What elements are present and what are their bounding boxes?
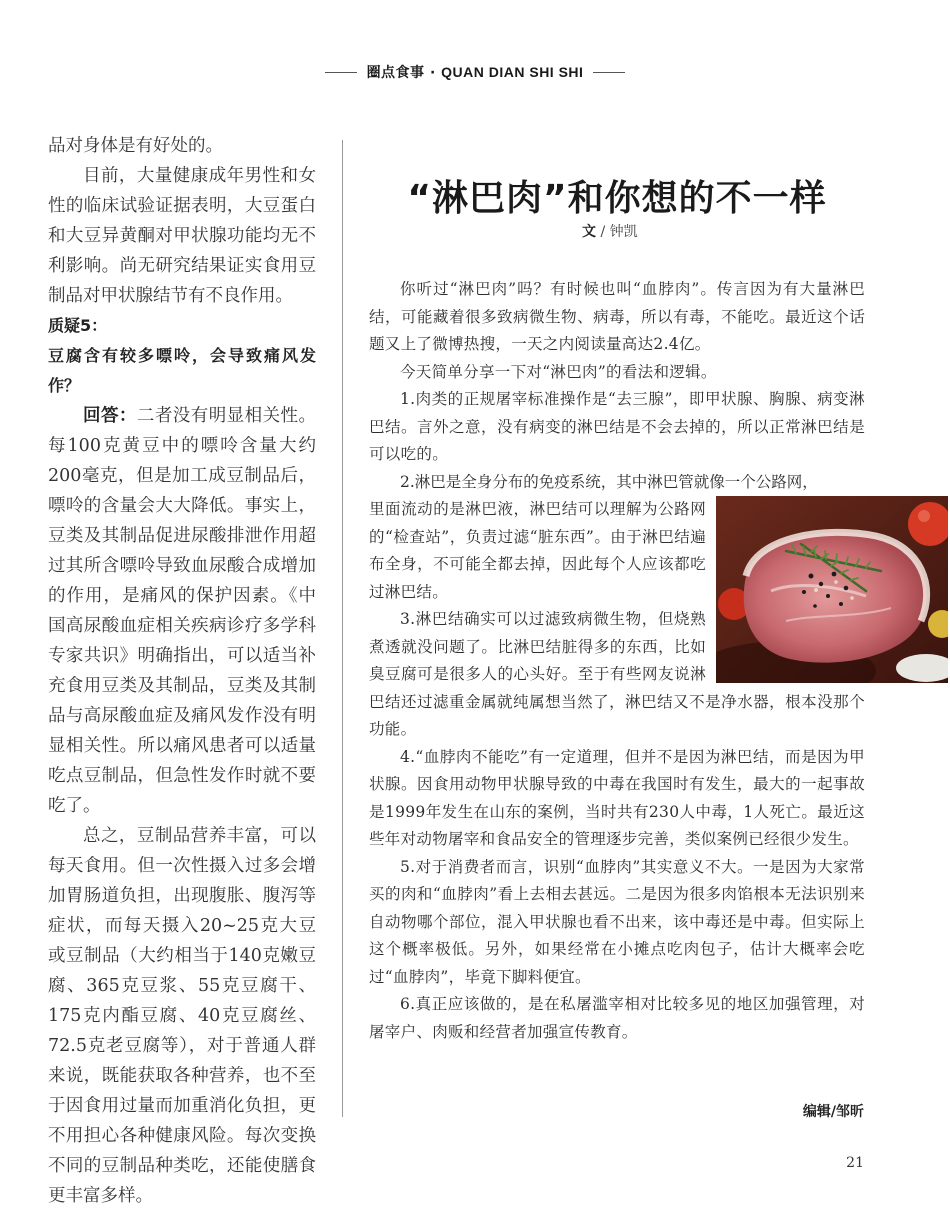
column-divider bbox=[342, 140, 343, 1117]
answer-text: 二者没有明显相关性。每100克黄豆中的嘌呤含量大约200毫克，但是加工成豆制品后，嘌呤的含量会大大降低。事实上，豆类及其制品促进尿酸排泄作用超过其所含嘌呤导致血尿酸合成增加的作用，是痛风的保护因素。《中国高尿酸血症相关疾病诊疗多学科专家共识》明确指出，可以适当补充食用豆类及其制品，豆类及其制品与高尿酸血症及痛风发作没有明显相关性。所以痛风患者可以适量吃点豆制品，但急性发作时就不要吃了。 bbox=[48, 406, 316, 816]
summary-paragraph: 总之，豆制品营养丰富，可以每天食用。但一次性摄入过多会增加胃肠道负担，出现腹胀、腹泻等症状，而每天摄入20~25克大豆或豆制品（大约相当于140克嫩豆腐、365克豆浆、55克豆腐干、175克内酯豆腐、40克豆腐丝、72.5克老豆腐等），对于普通人群来说，既能获取各种营养，也不至于因食用过量而加重消化负担，更不用担心各种健康风险。每次变换不同的豆制品种类吃，还能使膳食更丰富多样。 bbox=[48, 826, 316, 1206]
article-paragraph: 5.对于消费者而言，识别“血脖肉”其实意义不大。一是因为大家常买的肉和“血脖肉”看上去相去甚远。二是因为很多肉馅根本无法识别来自动物哪个部位，混入甲状腺也看不出来，该中毒还是中毒。但实际上这个概率极低。另外，如果经常在小摊点吃肉包子，估计大概率会吃过“血脖肉”，毕竟下脚料便宜。 bbox=[369, 857, 865, 986]
byline-author: / 钟凯 bbox=[600, 224, 638, 240]
answer-label: 回答： bbox=[83, 406, 137, 426]
raw-meat-photo bbox=[716, 496, 948, 683]
left-column bbox=[48, 131, 316, 1211]
article-paragraph: 2.淋巴是全身分布的免疫系统，其中淋巴管就像一个公路网， bbox=[400, 472, 818, 491]
left-paragraph: 品对身体是有好处的。 bbox=[48, 136, 223, 156]
answer-paragraph bbox=[48, 401, 316, 821]
column-title-separator: · bbox=[429, 65, 436, 81]
meat-photo-frame bbox=[716, 496, 948, 683]
question-label: 质疑5： bbox=[48, 316, 108, 335]
left-paragraph: 目前，大量健康成年男性和女性的临床试验证据表明，大豆蛋白和大豆异黄酮对甲状腺功能均无不利影响。尚无研究结果证实食用豆制品对甲状腺结节有不良作用。 bbox=[48, 166, 316, 306]
article-paragraph: 3.淋巴结确实可以过滤致病微生物，但烧熟煮透就没问题了。比淋巴结脏得多的东西，比如臭豆腐可是很多人的心头好。至于有些网友说淋巴结还过滤重金属就纯属想当然了，淋巴结又不是净水器，根本没那个功能。 bbox=[369, 610, 865, 738]
page-number: 21 bbox=[846, 1155, 864, 1171]
header-rule-right bbox=[593, 72, 625, 73]
article-paragraph: 4.“血脖肉不能吃”有一定道理，但并不是因为淋巴结，而是因为甲状腺。因食用动物甲状腺导致的中毒在我国时有发生，最大的一起事故是1999年发生在山东的案例，当时共有230人中毒，1人死亡。最近这些年对动物屠宰和食品安全的管理逐步完善，类似案例已经很少发生。 bbox=[369, 747, 865, 848]
article-paragraph: 6.真正应该做的，是在私屠滥宰相对比较多见的地区加强管理，对屠宰户、肉贩和经营者加强宣传教育。 bbox=[369, 995, 865, 1041]
byline-prefix: 文 bbox=[582, 224, 596, 240]
article-paragraph: 1.肉类的正规屠宰标准操作是“去三腺”，即甲状腺、胸腺、病变淋巴结。言外之意，没有病变的淋巴结是不会去掉的，所以正常淋巴结是可以吃的。 bbox=[369, 390, 865, 463]
article-title: “淋巴肉”和你想的不一样 bbox=[407, 178, 827, 219]
column-title bbox=[367, 62, 584, 82]
column-title-cn: 圈点食事 bbox=[366, 65, 425, 81]
article-paragraph: 你听过“淋巴肉”吗？有时候也叫“血脖肉”。传言因为有大量淋巴结，可能藏着很多致病微生物、病毒，所以有毒，不能吃。最近这个话题又上了微博热搜，一天之内阅读量高达2.4亿。 bbox=[369, 280, 865, 353]
byline bbox=[582, 223, 865, 241]
article-paragraph: 今天简单分享一下对“淋巴肉”的看法和逻辑。 bbox=[400, 362, 717, 381]
article-body bbox=[369, 276, 865, 1046]
editor-credit: 编辑/邹昕 bbox=[802, 1104, 864, 1120]
page-header bbox=[0, 60, 950, 84]
question-title: 豆腐含有较多嘌呤，会导致痛风发作？ bbox=[48, 346, 316, 395]
article-paragraph: 里面流动的是淋巴液，淋巴结可以理解为公路网的“检查站”，负责过滤“脏东西”。由于淋巴结遍布全身，不可能全都去掉，因此每个人应该都吃过淋巴结。 bbox=[369, 500, 706, 601]
header-rule-left bbox=[325, 72, 357, 73]
column-title-en: QUAN DIAN SHI SHI bbox=[441, 64, 584, 80]
article bbox=[369, 175, 865, 1046]
